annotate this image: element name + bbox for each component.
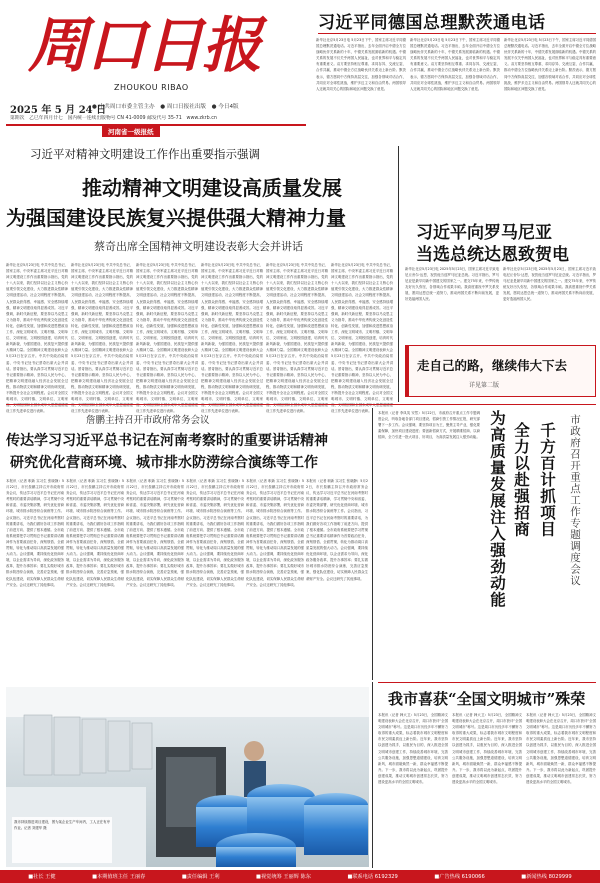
vertical-kicker: 市政府召开重点工作专题调度会议 [569,414,581,587]
lead-body-col3: 新华社北京5月23日电 中共中央总书记、国家主席、中央军委主席习近平近日对精神文明建设工作作出重要指示指出，党的十八大以来，我们坚持以社会主义核心价值观引领文化建设，大力推进群众性精神文明创建活动，社会文明程度不断提高，人民群众获得感、幸福感、安全感持续增强，精神文明建设取得显著成效。习近平强调，新时代新征程，要坚持以马克思主义为指导，推动中华优秀传统文化创造性转化、创新性发展，加强和改进思想政治工作，深化文明城市、文明村镇、文明单位、文明家庭、文明校园创建，培育时代新风新貌，为强国建设、民族复兴提供强大精神力量。全国精神文明建设表彰大会5月23日在京召开。中共中央政治局常委、中央书记处书记蔡奇出席大会并讲话。蔡奇指出，要认真学习贯彻习近平总书记重要指示精神，坚持以人民为中心，把精神文明建设融入经济社会发展全过程，推动物质文明和精神文明协调发展，不断提升全社会文明程度。会议对全国文明城市、文明村镇、文明单位、文明家 设工作先进单位进行表彰。 [136,263,198,414]
footer-item: ■视觉统筹 王丽辉 陈东 [256,874,311,880]
masthead-badge-text: 河南省一级报纸 [108,128,154,136]
footer-item: ■联系电话 6192329 [347,874,398,880]
honor-body-col2: 本报讯（记者 韩大卫）5月23日，全国精神文明建设表彰大会在北京召开，周口市获评“全国文明城市”称号。这是周口市历经多年不懈努力取得的重大成果，标志着我市城市文明程度和市民文明素质迈上新台阶。近年来，我市坚持以创建为抓手，以惠民为目的，深入推进全国文明城市创建工作，持续改善城市环境，完善公共服务设施，加强思想道德建设，培育文明新风，城市面貌焕然一新，群众幸福感不断提升。下一步，我市将以此为新起点，巩固提升创建成果，推动文明城市创建常态长效，努力建设更高水平的全国文明城市。 [452,713,522,785]
column-divider-3 [372,682,373,868]
factory-photo [6,687,369,867]
footer-item: ■广告热线 6190066 [434,874,485,880]
meeting-kicker: 詹鹏主持召开市政府常务会议 [86,415,210,426]
commentary-box [405,345,596,397]
meeting-body-col5: 本报讯（记者 职新 实习生 张晓静）5月22日，市长詹鹏主持召开市政府常务会议，传达学习习近平总书记在河南考察时的重要讲话精神，学习贯彻中央和省委、市委决策部署，研究优化营商环境、城市排水防涝综合演练等工作。会议指出，习近平总书记在河南考察时的重要讲话，为我们做好各项工作指明了前进方向、提供了根本遵循。全市政府系统要把学习贯彻总书记重要讲话精神作为首要政治任务，深刻领悟、全面贯彻，转化为推动周口高质量发展的强大动力。会议强调，要持续优化营商环境，以企业需求为导向，深化政务服务改革，提升办事效率；要扎实做好城市排水防涝综合演练，完善应急预案，强化队伍建设，切实保障人民群众生命财产安全。会议还研究了其他事项。 [246,479,304,587]
column-divider-2 [372,408,373,680]
vertical-headline-2: 全力以赴强招商 [512,422,531,538]
honor-headline: 我市喜获“全国文明城市”殊荣 [388,690,586,708]
lead-subhead: 蔡奇出席全国精神文明建设表彰大会并讲话 [94,240,303,253]
right-body-col1: 新华社北京5月23日电 2025年5月23日，国家主席习近平致电尼丘舍尔·达恩，祝贺他当选罗马尼亚总统。习近平指出，罗马尼亚是最早同新中国建交的国家之一。建交75年来，中罗传统友好历久弥坚，各领域合作成果丰硕。我高度重视中罗关系发展，愿同达恩总统一道努力，推动两国关系不断向前发展，更好造福两国人民。 [405,267,499,302]
vertical-headline-block [486,410,596,670]
vertical-body: 本报讯（记者 李凤英 安然）5月22日，市政府召开重点工作专题调度会议，听取各地各部门项目建设、招商引资工作情况汇报，研究部署下一步工作。会议强调，要坚持项目为王，聚焦主导产业，强化要素保障，加快项目建设进度；要创新招商方式，开展精准招商、以商招商，全力引进一批大项目、好项目，为高质量发展注入强劲动能。 [378,411,480,440]
honor-rule [378,682,596,683]
lead-headline-1: 推动精神文明建设高质量发展 [82,176,342,200]
masthead [6,4,306,136]
commentary-title: 走自己的路，继续伟大下去 [417,358,568,373]
masthead-issue-line: 第期次 乙巳年四月廿七 国内统一连续出版物号 CN 41-0009 邮发代号 35-71 www.zkrb.cn [10,116,217,121]
footer-item: ■社长 王健 [28,874,56,880]
honor-body-col1: 本报讯（记者 韩大卫）5月23日，全国精神文明建设表彰大会在北京召开，周口市获评“全国文明城市”称号。这是周口市历经多年不懈努力取得的重大成果，标志着我市城市文明程度和市民文明素质迈上新台阶。近年来，我市坚持以创建为抓手，以惠民为目的，深入推进全国文明城市创建工作，持续改善城市环境，完善公共服务设施，加强思想道德建设，培育文明新风，城市面貌焕然一新，群众幸福感不断提升。下一步，我市将以此为新起点，巩固提升创建成果，推动文明城市创建常态长效，努力建设更高水平的全国文明城市。 [378,713,448,785]
masthead-logo-graphic [28,10,268,81]
vertical-headline-3: 为高质量发展注入强劲动能 [488,410,507,608]
masthead-badge [102,126,160,137]
masthead-name: 周口日报 [28,11,260,81]
meeting-body-col3: 本报讯（记者 职新 实习生 张晓静）5月22日，市长詹鹏主持召开市政府常务会议，传达学习习近平总书记在河南考察时的重要讲话精神，学习贯彻中央和省委、市委决策部署，研究优化营商环境、城市排水防涝综合演练等工作。会议指出，习近平总书记在河南考察时的重要讲话，为我们做好各项工作指明了前进方向、提供了根本遵循。全市政府系统要把学习贯彻总书记重要讲话精神作为首要政治任务，深刻领悟、全面贯彻，转化为推动周口高质量发展的强大动力。会议强调，要持续优化营商环境，以企业需求为导向，深化政务服务改革，提升办事效率；要扎实做好城市排水防涝综合演练，完善应急预案，强化队伍建设，切实保障人民群众生命财产安全。会议还研究了其他事项。 [126,479,184,587]
honor-body-col3: 本报讯（记者 韩大卫）5月23日，全国精神文明建设表彰大会在北京召开，周口市获评“全国文明城市”称号。这是周口市历经多年不懈努力取得的重大成果，标志着我市城市文明程度和市民文明素质迈上新台阶。近年来，我市坚持以创建为抓手，以惠民为目的，深入推进全国文明城市创建工作，持续改善城市环境，完善公共服务设施，加强思想道德建设，培育文明新风，城市面貌焕然一新，群众幸福感不断提升。下一步，我市将以此为新起点，巩固提升创建成果，推动文明城市创建常态长效，努力建设更高水平的全国文明城市。 [526,713,596,785]
lead-body-col6: 新华社北京5月23日电 中共中央总书记、国家主席、中央军委主席习近平近日对精神文明建设工作作出重要指示指出，党的十八大以来，我们坚持以社会主义核心价值观引领文化建设，大力推进群众性精神文明创建活动，社会文明程度不断提高，人民群众获得感、幸福感、安全感持续增强，精神文明建设取得显著成效。习近平强调，新时代新征程，要坚持以马克思主义为指导，推动中华优秀传统文化创造性转化、创新性发展，加强和改进思想政治工作，深化文明城市、文明村镇、文明单位、文明家庭、文明校园创建，培育时代新风新貌，为强国建设、民族复兴提供强大精神力量。全国精神文明建设表彰大会5月23日在京召开。中共中央政治局常委、中央书记处书记蔡奇出席大会并讲话。蔡奇指出，要认真学习贯彻习近平总书记重要指示精神，坚持以人民为中心，把精神文明建设融入经济社会发展全过程，推动物质文明和精神文明协调发展，不断提升全社会文明程度。会议对全国文明城市、文明村镇、文明单位、文明家 设工作先进单位进行表彰。 [331,263,393,414]
masthead-pinyin: ZHOUKOU RIBAO [114,83,189,92]
vertical-headline-1: 千方百计抓项目 [538,422,557,538]
meeting-body-col2: 本报讯（记者 职新 实习生 张晓静）5月22日，市长詹鹏主持召开市政府常务会议，传达学习习近平总书记在河南考察时的重要讲话精神，学习贯彻中央和省委、市委决策部署，研究优化营商环境、城市排水防涝综合演练等工作。会议指出，习近平总书记在河南考察时的重要讲话，为我们做好各项工作指明了前进方向、提供了根本遵循。全市政府系统要把学习贯彻总书记重要讲话精神作为首要政治任务，深刻领悟、全面贯彻，转化为推动周口高质量发展的强大动力。会议强调，要持续优化营商环境，以企业需求为导向，深化政务服务改革，提升办事效率；要扎实做好城市排水防涝综合演练，完善应急预案，强化队伍建设，切实保障人民群众生命财产安全。会议还研究了其他事项。 [66,479,124,587]
photo-caption: 我市持续推进项目建设，图为某企业生产车间内，工人正在有序作业。记者 刘建华 摄 [12,817,112,863]
masthead-info-line: ● 中共周口市委主管主办 ● 周口日报社出版 ● 今日4版 [92,104,239,110]
meeting-body-col1: 本报讯（记者 职新 实习生 张晓静）5月22日，市长詹鹏主持召开市政府常务会议，传达学习习近平总书记在河南考察时的重要讲话精神，学习贯彻中央和省委、市委决策部署，研究优化营商环境、城市排水防涝综合演练等工作。会议指出，习近平总书记在河南考察时的重要讲话，为我们做好各项工作指明了前进方向、提供了根本遵循。全市政府系统要把学习贯彻总书记重要讲话精神作为首要政治任务，深刻领悟、全面贯彻，转化为推动周口高质量发展的强大动力。会议强调，要持续优化营商环境，以企业需求为导向，深化政务服务改革，提升办事效率；要扎实做好城市排水防涝综合演练，完善应急预案，强化队伍建设，切实保障人民群众生命财产安全。会议还研究了其他事项。 [6,479,64,587]
right-body-col2: 新华社北京5月23日电 2025年5月23日，国家主席习近平致电尼丘舍尔·达恩，祝贺他当选罗马尼亚总统。习近平指出，罗马尼亚是最早同新中国建交的国家之一。建交75年来，中罗传统友好历久弥坚，各领域合作成果丰硕。我高度重视中罗关系发展，愿同达恩总统一道努力，推动两国关系不断向前发展，更好造福两国人民。 [503,267,596,302]
commentary-ref: 详见第二版 [469,382,500,389]
lead-body-col4: 新华社北京5月23日电 中共中央总书记、国家主席、中央军委主席习近平近日对精神文明建设工作作出重要指示指出，党的十八大以来，我们坚持以社会主义核心价值观引领文化建设，大力推进群众性精神文明创建活动，社会文明程度不断提高，人民群众获得感、幸福感、安全感持续增强，精神文明建设取得显著成效。习近平强调，新时代新征程，要坚持以马克思主义为指导，推动中华优秀传统文化创造性转化、创新性发展，加强和改进思想政治工作，深化文明城市、文明村镇、文明单位、文明家庭、文明校园创建，培育时代新风新貌，为强国建设、民族复兴提供强大精神力量。全国精神文明建设表彰大会5月23日在京召开。中共中央政治局常委、中央书记处书记蔡奇出席大会并讲话。蔡奇指出，要认真学习贯彻习近平总书记重要指示精神，坚持以人民为中心，把精神文明建设融入经济社会发展全过程，推动物质文明和精神文明协调发展，不断提升全社会文明程度。会议对全国文明城市、文明村镇、文明单位、文明家 设工作先进单位进行表彰。 [201,263,263,414]
meeting-body-col4: 本报讯（记者 职新 实习生 张晓静）5月22日，市长詹鹏主持召开市政府常务会议，传达学习习近平总书记在河南考察时的重要讲话精神，学习贯彻中央和省委、市委决策部署，研究优化营商环境、城市排水防涝综合演练等工作。会议指出，习近平总书记在河南考察时的重要讲话，为我们做好各项工作指明了前进方向、提供了根本遵循。全市政府系统要把学习贯彻总书记重要讲话精神作为首要政治任务，深刻领悟、全面贯彻，转化为推动周口高质量发展的强大动力。会议强调，要持续优化营商环境，以企业需求为导向，深化政务服务改革，提升办事效率；要扎实做好城市排水防涝综合演练，完善应急预案，强化队伍建设，切实保障人民群众生命财产安全。会议还研究了其他事项。 [186,479,244,587]
lead-body-col1: 新华社北京5月23日电 中共中央总书记、国家主席、中央军委主席习近平近日对精神文明建设工作作出重要指示指出，党的十八大以来，我们坚持以社会主义核心价值观引领文化建设，大力推进群众性精神文明创建活动，社会文明程度不断提高，人民群众获得感、幸福感、安全感持续增强，精神文明建设取得显著成效。习近平强调，新时代新征程，要坚持以马克思主义为指导，推动中华优秀传统文化创造性转化、创新性发展，加强和改进思想政治工作，深化文明城市、文明村镇、文明单位、文明家庭、文明校园创建，培育时代新风新貌，为强国建设、民族复兴提供强大精神力量。全国精神文明建设表彰大会5月23日在京召开。中共中央政治局常委、中央书记处书记蔡奇出席大会并讲话。蔡奇指出，要认真学习贯彻习近平总书记重要指示精神，坚持以人民为中心，把精神文明建设融入经济社会发展全过程，推动物质文明和精神文明协调发展，不断提升全社会文明程度。会议对全国文明城市、文明村镇、文明单位、文明家 设工作先进单位进行表彰。 [6,263,68,414]
section-rule-1 [6,404,596,405]
top-right-headline: 习近平同德国总理默茨通电话 [318,13,546,33]
lead-body-col2: 新华社北京5月23日电 中共中央总书记、国家主席、中央军委主席习近平近日对精神文明建设工作作出重要指示指出，党的十八大以来，我们坚持以社会主义核心价值观引领文化建设，大力推进群众性精神文明创建活动，社会文明程度不断提高，人民群众获得感、幸福感、安全感持续增强，精神文明建设取得显著成效。习近平强调，新时代新征程，要坚持以马克思主义为指导，推动中华优秀传统文化创造性转化、创新性发展，加强和改进思想政治工作，深化文明城市、文明村镇、文明单位、文明家庭、文明校园创建，培育时代新风新貌，为强国建设、民族复兴提供强大精神力量。全国精神文明建设表彰大会5月23日在京召开。中共中央政治局常委、中央书记处书记蔡奇出席大会并讲话。蔡奇指出，要认真学习贯彻习近平总书记重要指示精神，坚持以人民为中心，把精神文明建设融入经济社会发展全过程，推动物质文明和精神文明协调发展，不断提升全社会文明程度。会议对全国文明城市、文明村镇、文明单位、文明家 设工作先进单位进行表彰。 [71,263,133,414]
top-right-body-col1: 新华社北京5月23日电 5月23日下午，国家主席习近平同德国总理默茨通电话。习近平指出，去年全面开启中德全方位战略伙伴关系新的十年，中德关系发展面临新的机遇。中德关系的发展不仅关乎两国人民福祉，也对世界和平与稳定具有重要意义。双方要坚持相互尊重、求同存异、交流互鉴、合作共赢，推动中德全方位战略伙伴关系迈上新台阶。默茨表示，德方愿同中方保持高层交往，加强各领域对话合作，共同应对全球性挑战，维护多边主义和自由贸易。两国领导人还就共同关心的国际和地区问题交换了意见。 [316,38,406,91]
lead-body-col5: 新华社北京5月23日电 中共中央总书记、国家主席、中央军委主席习近平近日对精神文明建设工作作出重要指示指出，党的十八大以来，我们坚持以社会主义核心价值观引领文化建设，大力推进群众性精神文明创建活动，社会文明程度不断提高，人民群众获得感、幸福感、安全感持续增强，精神文明建设取得显著成效。习近平强调，新时代新征程，要坚持以马克思主义为指导，推动中华优秀传统文化创造性转化、创新性发展，加强和改进思想政治工作，深化文明城市、文明村镇、文明单位、文明家庭、文明校园创建，培育时代新风新貌，为强国建设、民族复兴提供强大精神力量。全国精神文明建设表彰大会5月23日在京召开。中共中央政治局常委、中央书记处书记蔡奇出席大会并讲话。蔡奇指出，要认真学习贯彻习近平总书记重要指示精神，坚持以人民为中心，把精神文明建设融入经济社会发展全过程，推动物质文明和精神文明协调发展，不断提升全社会文明程度。会议对全国文明城市、文明村镇、文明单位、文明家 设工作先进单位进行表彰。 [266,263,328,414]
right-headline-1: 习近平向罗马尼亚 [416,223,552,243]
top-right-rule [318,33,596,34]
meeting-headline-2: 研究优化营商环境、城市排水防涝综合演练等工作 [10,455,318,471]
masthead-date: 2025 年 5 月 24 日 [10,105,107,116]
footer-item: ■本期值班主任 王丽春 [92,874,146,880]
right-headline-2: 当选总统达恩致贺电 [416,245,569,265]
top-right-body-col3: 新华社北京5月23日电 5月23日下午，国家主席习近平同德国总理默茨通电话。习近平指出，去年全面开启中德全方位战略伙伴关系新的十年，中德关系发展面临新的机遇。中德关系的发展不仅关乎两国人民福祉，也对世界和平与稳定具有重要意义。双方要坚持相互尊重、求同存异、交流互鉴、合作共赢，推动中德全方位战略伙伴关系迈上新台阶。默茨表示，德方愿同中方保持高层交往，加强各领域对话合作，共同应对全球性挑战，维护多边主义和自由贸易。两国领导人还就共同关心的国际和地区问题交换了意见。 [504,38,597,91]
footer-item: ■新闻热线 8029999 [521,874,572,880]
lead-kicker: 习近平对精神文明建设工作作出重要指示强调 [30,147,260,161]
column-divider [398,146,399,402]
footer-item: ■责任编辑 王利 [181,874,220,880]
footer-bar [0,870,600,883]
meeting-body-col6: 本报讯（记者 职新 实习生 张晓静）5月22日，市长詹鹏主持召开市政府常务会议，传达学习习近平总书记在河南考察时的重要讲话精神，学习贯彻中央和省委、市委决策部署，研究优化营商环境、城市排水防涝综合演练等工作。会议指出，习近平总书记在河南考察时的重要讲话，为我们做好各项工作指明了前进方向、提供了根本遵循。全市政府系统要把学习贯彻总书记重要讲话精神作为首要政治任务，深刻领悟、全面贯彻，转化为推动周口高质量发展的强大动力。会议强调，要持续优化营商环境，以企业需求为导向，深化政务服务改革，提升办事效率；要扎实做好城市排水防涝综合演练，完善应急预案，强化队伍建设，切实保障人民群众生命财产安全。会议还研究了其他事项。 [306,479,368,581]
lead-headline-2: 为强国建设民族复兴提供强大精神力量 [6,206,346,230]
top-right-body-col2: 新华社北京5月23日电 5月23日下午，国家主席习近平同德国总理默茨通电话。习近平指出，去年全面开启中德全方位战略伙伴关系新的十年，中德关系发展面临新的机遇。中德关系的发展不仅关乎两国人民福祉，也对世界和平与稳定具有重要意义。双方要坚持相互尊重、求同存异、交流互鉴、合作共赢，推动中德全方位战略伙伴关系迈上新台阶。默茨表示，德方愿同中方保持高层交往，加强各领域对话合作，共同应对全球性挑战，维护多边主义和自由贸易。两国领导人还就共同关心的国际和地区问题交换了意见。 [410,38,500,91]
meeting-headline-1: 传达学习习近平总书记在河南考察时的重要讲话精神 [6,433,328,449]
